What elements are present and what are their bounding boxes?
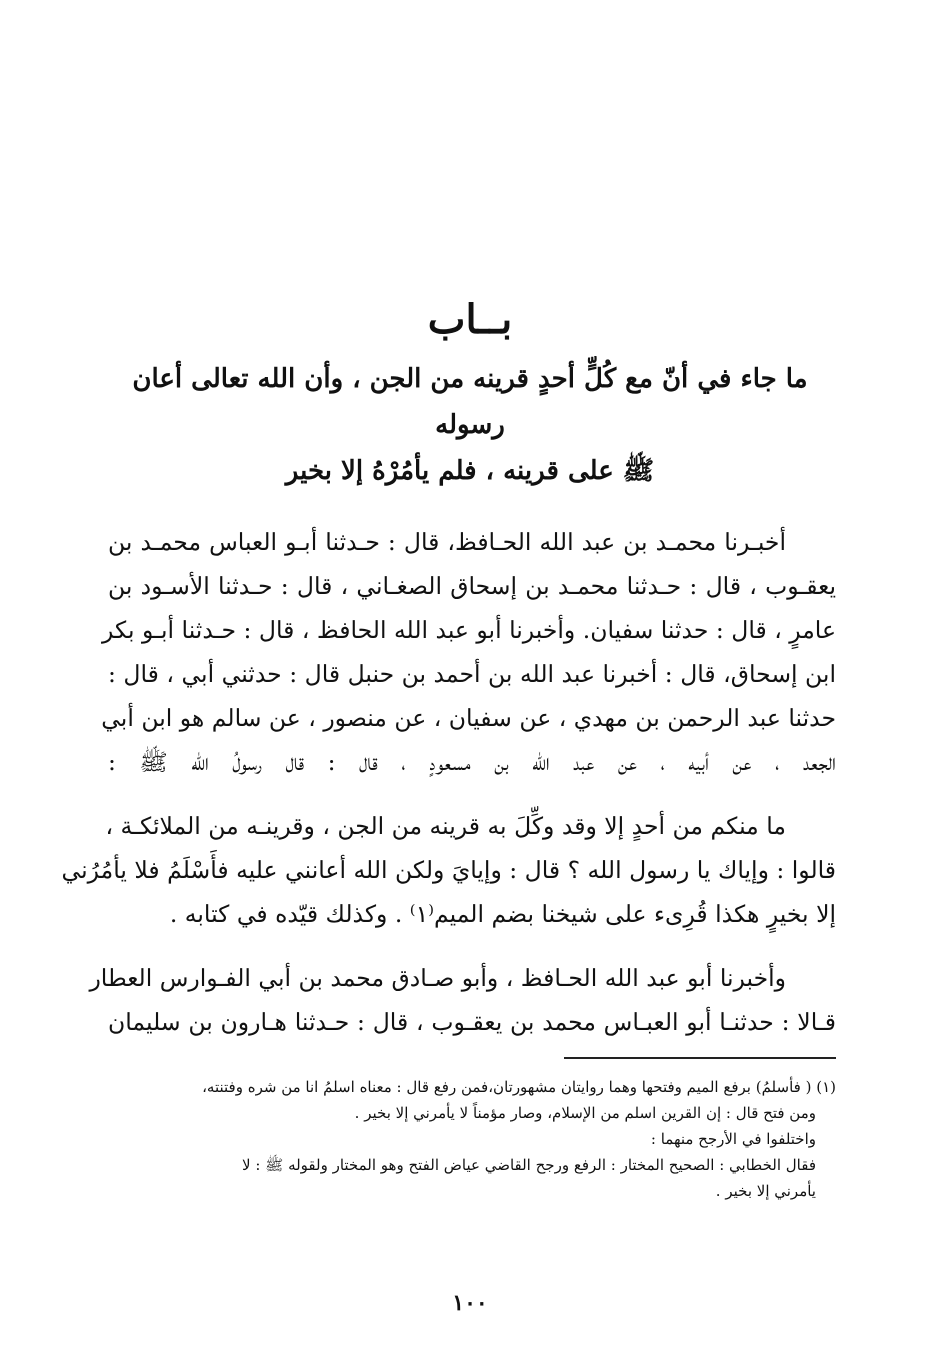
paragraph-isnad-2 — [89, 956, 836, 1044]
footnote-line: واختلفوا في الأرجح منهما : — [650, 1130, 816, 1148]
paragraph-isnad-1 — [101, 520, 836, 784]
title-line: ﷺ على قرينه ، فلم يأمُرْهُ إلا بخير — [285, 456, 655, 486]
footnote-line: (١) ( فأسلمُ) برفع الميم وفتحها وهما روايتان مشهورتان،فمن رفع قال : معناه اسلمُ انا من شره وفتنته، — [202, 1078, 836, 1096]
text-line: ما منكم من أحدٍ إلا وقد وكِّلَ به قرينه من الجن ، وقرينـه من الملائكـة ، — [105, 812, 786, 840]
text-line: يعقـوب ، قال : حـدثنا محمـد بن إسحاق الصغـاني ، قال : حـدثنا الأسـود بن — [108, 572, 836, 600]
chapter-title — [100, 356, 840, 494]
text-line: ابن إسحاق، قال : أخبرنا عبد الله بن أحمد بن حنبل قال : حدثني أبي ، قال : — [108, 660, 836, 688]
footnote-line: فقال الخطابي : الصحيح المختار : الرفع ورجح القاضي عياض الفتح وهو المختار ولقوله ﷺ : لا — [242, 1156, 816, 1174]
text-line: وأخبرنا أبو عبد الله الحـافظ ، وأبو صـادق محمد بن أبي الفـوارس العطار — [89, 964, 786, 992]
footnotes — [112, 1074, 836, 1204]
text-line: إلا بخيرٍ هكذا قُرِىء على شيخنا بضم الميم⁽١⁾ . وكذلك قيّده في كتابه . — [169, 900, 836, 928]
text-line: قـالا : حدثنـا أبو العبـاس محمد بن يعقـوب ، قال : حـدثنا هـارون بن سليمان — [108, 1008, 836, 1036]
title-line: ما جاء في أنّ مع كُلٍّ أحدٍ قرينه من الجن ، وأن الله تعالى أعان رسوله — [132, 364, 808, 440]
text-line: عامرٍ ، قال : حدثنا سفيان. وأخبرنا أبو عبد الله الحافظ ، قال : حـدثنا أبـو بكر — [102, 616, 836, 644]
footnote-line: يأمرني إلا بخير . — [715, 1182, 816, 1200]
footnote-line: ومن فتح قال : إن القرين اسلم من الإسلام، وصار مؤمناً لا يأمرني إلا بخير . — [354, 1104, 816, 1122]
text-line: أخبـرنا محمـد بن عبد الله الحـافظ، قال : حـدثنا أبـو العباس محمـد بن — [108, 528, 786, 556]
main-text — [61, 520, 836, 1064]
footnote-divider — [564, 1057, 836, 1059]
text-line: حدثنا عبد الرحمن بن مهدي ، عن سفيان ، عن منصور ، عن سالم هو ابن أبي — [101, 704, 836, 732]
paragraph-hadith-text — [61, 804, 836, 936]
text-line: قالوا : وإياك يا رسول الله ؟ قال : وإيايَ ولكن الله أعانني عليه فأَسْلَمُ فلا يأمُرُني — [61, 856, 836, 884]
page-number: ١٠٠ — [452, 1290, 488, 1316]
text-line: الجعد ، عن أبيه ، عن عبد الله بن مسعودٍ ، قال : قال رسولُ الله ﷺ : — [108, 748, 836, 776]
chapter-label: بــاب — [427, 296, 513, 343]
